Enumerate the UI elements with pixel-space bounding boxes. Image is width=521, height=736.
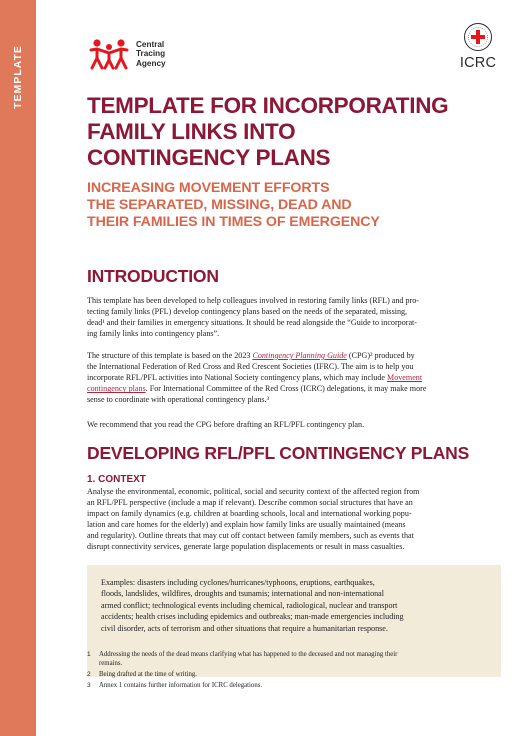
footnote-line: remains. [99,659,123,667]
text-span: . For International Committee of the Red Cross (ICRC) delegations, it may make more [145,384,427,394]
context-heading: 1. CONTEXT [87,474,146,485]
text-line [87,372,503,383]
callout-line: accidents; health crises including epidemics and outbreaks; man-made emergencies including [101,612,404,622]
footnote-number: 2 [87,670,91,678]
footnote [87,671,503,680]
text-line: ing family links into contingency plans”. [87,329,220,339]
footnote-text [99,682,262,691]
footnote-number: 3 [87,681,91,689]
text-line: This template has been developed to help colleagues involved in restoring family links (RFL) and pro- [87,296,419,305]
callout-line: Examples: disasters including cyclones/hurricanes/typhoons, eruptions, earthquakes, [101,578,375,587]
footnote-line: Addressing the needs of the dead means clarifying what has happened to the deceased and not managing their [99,651,398,658]
callout-line: armed conflict; technological events including chemical, radiological, nuclear and transport [101,600,398,610]
side-tab-label: TEMPLATE [12,45,24,109]
text-line: lation and care homes for the elderly) and explain how family links are usually maintained (means [87,520,406,530]
movement-contingency-plans-link[interactable]: Movement [387,373,423,383]
cta-logo-line: Agency [136,58,166,68]
movement-contingency-plans-link[interactable]: contingency plans [87,384,146,394]
document-title [87,93,507,171]
intro-paragraph-2 [87,350,503,405]
footnotes [87,651,503,693]
text-line [87,350,503,361]
family-figures-icon [88,37,132,71]
title-line: TEMPLATE FOR INCORPORATING [87,93,449,118]
text-line: disrupt connectivity services, generate large population displacements or result in mass casualties. [87,542,405,552]
footnote-line: Annex 1 contains further information for ICRC delegations. [99,681,263,689]
side-tab-label-wrap [7,32,29,122]
cta-logo-line: Tracing [136,49,166,59]
icrc-logo-text: ICRC [459,55,497,71]
footnote [87,682,503,691]
text-line: tecting family links (PFL) develop contingency plans based on the needs of the separated, missing, [87,307,408,317]
central-tracing-agency-logo [88,36,166,72]
introduction-heading: INTRODUCTION [87,266,219,286]
text-span: The structure of this template is based on the 2023 [87,351,253,360]
cpg-link[interactable]: Contingency Planning Guide [252,351,347,360]
callout-line: civil disorder, acts of terrorism and other situations that require a humanitarian response. [101,623,388,633]
intro-paragraph-3 [87,419,503,430]
footnote-number: 1 [87,651,91,658]
text-span: (CPG)² produced by [346,351,415,360]
footnote-text [99,651,397,668]
text-line: an RFL/PFL perspective (include a map if relevant). Describe common social structures that have an [87,498,413,508]
icrc-logo [455,22,501,71]
intro-paragraph-1 [87,295,503,339]
cta-logo-text [136,40,166,68]
developing-heading: DEVELOPING RFL/PFL CONTINGENCY PLANS [87,443,470,463]
text-line: dead¹ and their families in emergency situations. It should be read alongside the “Guide to incorporat- [87,318,417,328]
cta-logo-line: Central [136,40,165,50]
title-line: FAMILY LINKS INTO [87,119,296,144]
subtitle-line: THE SEPARATED, MISSING, DEAD AND [87,197,352,213]
document-subtitle [87,180,507,231]
text-line [87,383,503,394]
text-line: We recommend that you read the CPG before drafting an RFL/PFL contingency plan. [87,420,365,429]
footnote [87,651,503,668]
red-cross-emblem-icon [463,22,493,52]
side-tab [0,0,36,736]
text-span: incorporate RFL/PFL activities into National Society contingency plans, which may include [87,373,388,383]
title-line: CONTINGENCY PLANS [87,145,331,170]
text-line: and regularity). Outline threats that may cut off contact between family members, such as events that [87,531,414,541]
text-line: impact on family dynamics (e.g. children at boarding schools, local and international working popu- [87,509,412,519]
text-line: the International Federation of Red Cross and Red Crescent Societies (IFRC). The aim is to help you [87,362,414,372]
footnote-line: Being drafted at the time of writing. [99,670,197,678]
context-paragraph [87,486,503,553]
text-line: Analyse the environmental, economic, political, social and security context of the affected region from [87,487,420,496]
subtitle-line: THEIR FAMILIES IN TIMES OF EMERGENCY [87,214,380,230]
text-line: sense to coordinate with operational contingency plans.³ [87,395,270,405]
subtitle-line: INCREASING MOVEMENT EFFORTS [87,180,330,196]
footnote-text [99,671,197,680]
callout-line: floods, landslides, wildfires, droughts and tsunamis; international and non-international [101,589,385,599]
